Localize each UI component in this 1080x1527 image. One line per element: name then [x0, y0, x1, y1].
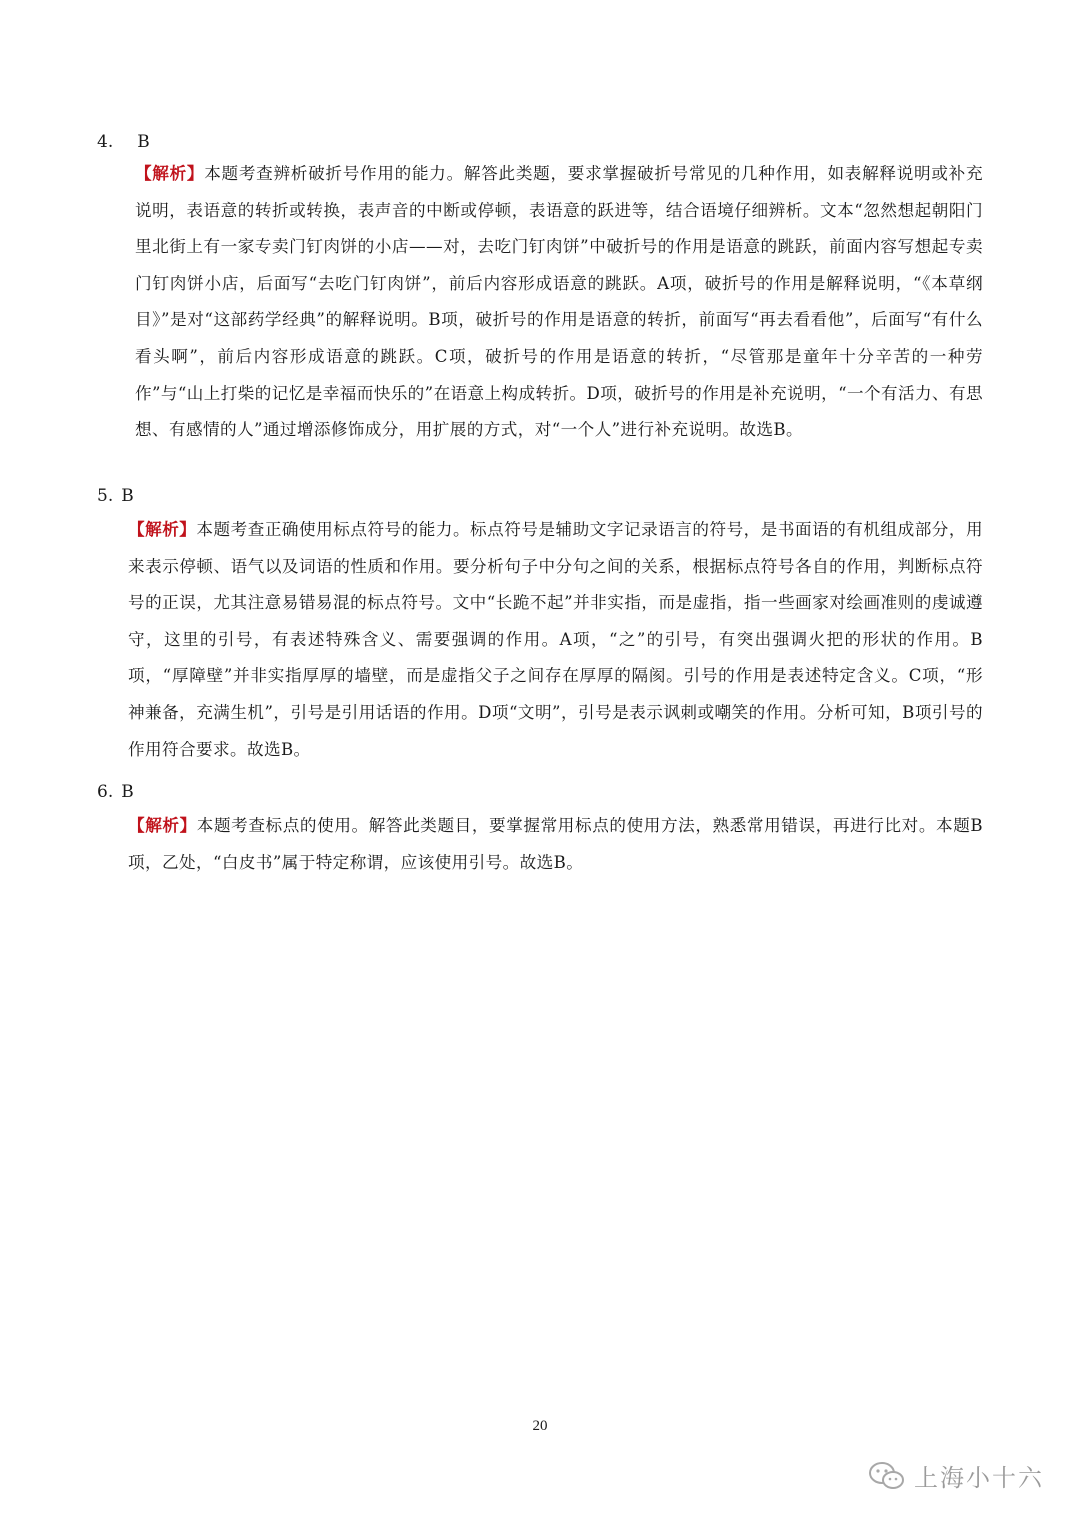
question-4-answer — [97, 131, 150, 153]
analysis-text: 本题考查正确使用标点符号的能力。标点符号是辅助文字记录语言的符号，是书面语的有机组成部分，用来表示停顿、语气以及词语的性质和作用。要分析句子中分句之间的关系，根据标点符号各自的作用，判断标点符号的正误，尤其注意易错易混的标点符号。文中“长跪不起”并非实指，而是虚指，指一些画家对绘画准则的虔诚遵守，这里的引号，有表述特殊含义、需要强调的作用。A项，“之”的引号，有突出强调火把的形状的作用。B项，“厚障壁”并非实指厚厚的墙壁，而是虚指父子之间存在厚厚的隔阂。引号的作用是表述特定含义。C项，“形神兼备，充满生机”，引号是引用话语的作用。D项“文明”，引号是表示讽刺或嘲笑的作用。分析可知，B项引号的作用符合要求。故选B。 — [128, 520, 983, 759]
question-number: 4. — [97, 132, 114, 152]
question-4-analysis — [135, 155, 983, 449]
answer-letter: B — [121, 782, 134, 802]
wechat-icon — [868, 1460, 906, 1492]
answer-letter: B — [121, 486, 134, 506]
question-5-analysis — [128, 511, 983, 768]
question-5-answer — [97, 485, 134, 507]
question-6-analysis — [128, 807, 983, 881]
watermark-text: 上海小十六 — [914, 1464, 1044, 1492]
analysis-text: 本题考查标点的使用。解答此类题目，要掌握常用标点的使用方法，熟悉常用错误，再进行比对。本题B项，乙处，“白皮书”属于特定称谓，应该使用引号。故选B。 — [128, 816, 984, 872]
question-number: 6. — [97, 782, 114, 802]
analysis-tag: 【解析】 — [128, 519, 197, 539]
analysis-tag: 【解析】 — [135, 163, 205, 183]
analysis-tag: 【解析】 — [128, 815, 197, 835]
question-6-answer — [97, 781, 134, 803]
watermark — [868, 1458, 1044, 1493]
analysis-text: 本题考查辨析破折号作用的能力。解答此类题，要求掌握破折号常见的几种作用，如表解释说明或补充说明，表语意的转折或转换，表声音的中断或停顿，表语意的跃进等，结合语境仔细辨析。文本“忽然想起朝阳门里北街上有一家专卖门钉肉饼的小店——对，去吃门钉肉饼”中破折号的作用是语意的跳跃，前面内容写想起专卖门钉肉饼小店，后面写“去吃门钉肉饼”，前后内容形成语意的跳跃。A项，破折号的作用是解释说明，“《本草纲目》”是对“这部药学经典”的解释说明。B项，破折号的作用是语意的转折，前面写“再去看看他”，后面写“有什么看头啊”，前后内容形成语意的跳跃。C项，破折号的作用是语意的转折，“尽管那是童年十分辛苦的一种劳作”与“山上打柴的记忆是幸福而快乐的”在语意上构成转折。D项，破折号的作用是补充说明，“一个有活力、有思想、有感情的人”通过增添修饰成分，用扩展的方式，对“一个人”进行补充说明。故选B。 — [135, 164, 983, 440]
answer-letter: B — [137, 132, 150, 152]
page-number: 20 — [532, 1418, 548, 1434]
question-number: 5. — [97, 486, 114, 506]
